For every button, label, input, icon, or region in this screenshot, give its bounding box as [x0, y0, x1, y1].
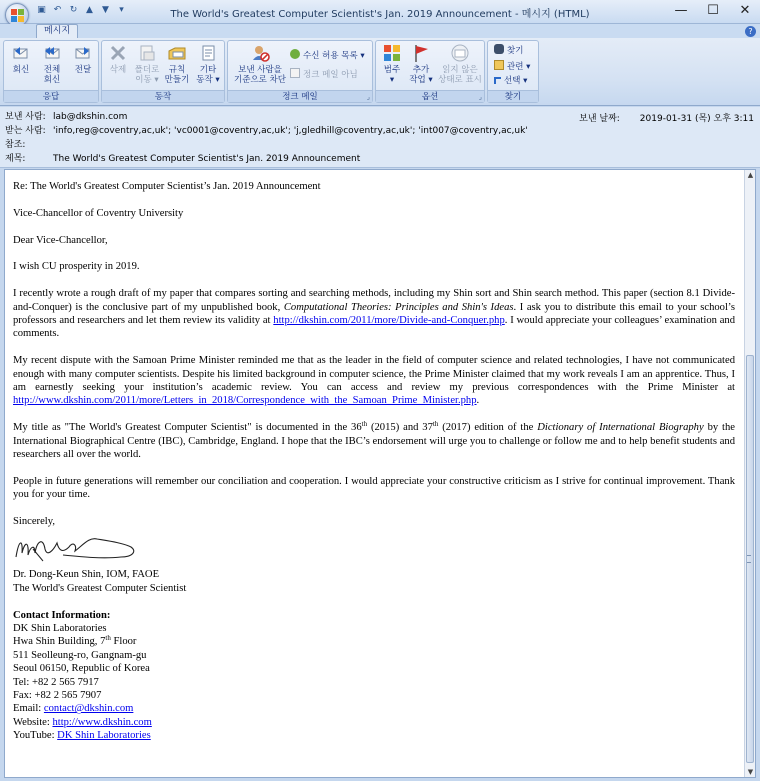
- categorize-button[interactable]: 범주 ▾: [379, 43, 405, 85]
- reply-all-button[interactable]: 전체 회신: [37, 43, 67, 85]
- window-title: The World's Greatest Computer Scientist's Jan. 2019 Announcement - 메시지 (HTML): [170, 9, 590, 20]
- from-value[interactable]: lab@dkshin.com: [53, 112, 128, 122]
- forward-icon: [73, 43, 93, 63]
- closing: Sincerely,: [13, 516, 55, 528]
- paragraph-2: I recently wrote a rough draft of my paper that compares sorting and searching methods, including my Shin sort and Shin search method. This paper (section 8.1 Divide-and-Conquer) is the conclusive part of my unpublished book, Computational Theories: Principles and Shin's Ideas. I ask you to distribute this email to your school’s professors and researchers and let them review its validity at http://dkshin.com/2011/more/Divide-and-Conquer.php. I would appreciate your colleagues’ examination and comments.: [13, 288, 736, 340]
- paragraph-5: People in future generations will remember our conciliation and cooperation. I would appreciate your constructive criticism as I strive for continual improvement. Thank you for your time.: [13, 475, 735, 501]
- not-junk-button[interactable]: 정크 메일 아님: [290, 68, 358, 81]
- other-actions-icon: [198, 43, 218, 63]
- group-find: [487, 40, 539, 103]
- move-folder-icon: [137, 43, 157, 63]
- paragraph-3: My recent dispute with the Samoan Prime Minister reminded me that as the leader in the field of computer science and related technologies, I have not communicated enough with many computer scientists. Despite his limited background in computer science, the Prime Minister claimed that my work reveals I am an apprentice. Thus, I am earnestly seeking your institution’s academic review. You can access and review my previous correspondences with the Prime Minister at http://www.dkshin.com/2011/more/Letters_in_2018/Correspondence_with_the_Samoan_Prime_Minister.php.: [13, 355, 735, 407]
- reply-button[interactable]: 회신: [7, 43, 35, 75]
- contact-website: Website: http://www.dkshin.com: [13, 716, 152, 728]
- signer-title: The World's Greatest Computer Scientist: [13, 582, 187, 594]
- paragraph-1: I wish CU prosperity in 2019.: [13, 261, 140, 273]
- forward-button[interactable]: 전달: [69, 43, 97, 75]
- related-button[interactable]: 관련 ▾: [494, 60, 530, 73]
- tab-message[interactable]: 메시지: [36, 24, 78, 39]
- options-dialog-launcher[interactable]: ⌟: [478, 93, 482, 101]
- help-icon[interactable]: ?: [745, 26, 756, 37]
- recipient-line: Vice-Chancellor of Coventry University: [13, 207, 184, 219]
- sent-value: 2019-01-31 (목) 오후 3:11: [639, 114, 754, 124]
- from-label: 보낸 사람:: [5, 112, 46, 122]
- minimize-button[interactable]: —: [674, 3, 688, 18]
- block-sender-icon: [250, 43, 270, 63]
- create-rule-button[interactable]: 규칙 만들기: [163, 43, 191, 85]
- safe-lists-button[interactable]: 수신 허용 목록 ▾: [290, 49, 365, 62]
- subject-row: [5, 153, 360, 166]
- contact-email: Email: contact@dkshin.com: [13, 703, 134, 715]
- previous-item-icon[interactable]: ▲: [86, 5, 93, 15]
- paragraph-4: My title as "The World's Greatest Computer Scientist" is documented in the 36th (2015) and 37th (2017) edition of the Dictionary of International Biography by the International Biographical Centre (IBC), Cambridge, England. I hope that the IBC’s endorsement will urge you to challenge or follow me and to help benefit students and researchers all over the world.: [13, 420, 736, 461]
- safe-list-icon: [290, 49, 300, 59]
- contact-street: 511 Seolleung-ro, Gangnam-gu: [13, 649, 147, 661]
- contact-heading: Contact Information:: [13, 609, 111, 621]
- delete-icon: [108, 43, 128, 63]
- select-cursor-icon: [494, 77, 501, 84]
- scroll-down-arrow[interactable]: ▼: [747, 768, 754, 776]
- book-title: Computational Theories: Principles and Shin's Ideas: [283, 301, 514, 313]
- categorize-icon: [382, 43, 402, 63]
- email-link[interactable]: contact@dkshin.com: [43, 703, 134, 715]
- re-line: Re: The World's Greatest Computer Scientist’s Jan. 2019 Announcement: [13, 181, 321, 192]
- message-body-pane[interactable]: [4, 169, 756, 778]
- close-button[interactable]: ✕: [739, 3, 751, 18]
- binoculars-icon: [494, 44, 504, 54]
- sent-label: 보낸 날짜:: [579, 114, 620, 124]
- contact-block: [13, 609, 735, 743]
- junk-dialog-launcher[interactable]: ⌟: [366, 93, 370, 101]
- subject-value: The World's Greatest Computer Scientist's Jan. 2019 Announcement: [53, 154, 361, 164]
- subject-label: 제목:: [5, 154, 26, 164]
- rules-icon: [167, 43, 187, 63]
- contact-city: Seoul 06150, Republic of Korea: [13, 663, 150, 675]
- group-label-actions: 동작: [102, 90, 224, 102]
- group-label-options: 옵션: [376, 90, 484, 102]
- follow-up-button[interactable]: 추가 작업 ▾: [407, 43, 435, 85]
- website-link[interactable]: http://www.dkshin.com: [52, 716, 152, 728]
- contact-org: DK Shin Laboratories: [13, 623, 107, 635]
- from-row: [5, 111, 127, 124]
- group-label-find: 찾기: [488, 90, 538, 102]
- cc-row: [5, 139, 53, 152]
- scroll-up-arrow[interactable]: ▲: [747, 171, 754, 179]
- not-junk-icon: [290, 68, 300, 78]
- dictionary-title: Dictionary of International Biography: [537, 422, 704, 434]
- other-actions-button[interactable]: 기타 동작 ▾: [193, 43, 223, 85]
- samoan-correspondence-link[interactable]: http://www.dkshin.com/2011/more/Letters_in_2018/Correspondence_with_the_Samoan_Prime_Minister.php: [13, 395, 477, 407]
- youtube-link[interactable]: DK Shin Laboratories: [57, 730, 151, 742]
- contact-youtube: YouTube: DK Shin Laboratories: [13, 730, 151, 742]
- message-headers: [0, 107, 760, 168]
- contact-tel: Tel: +82 2 565 7917: [13, 676, 99, 688]
- salutation: Dear Vice-Chancellor,: [13, 234, 108, 246]
- handwritten-signature: [13, 531, 143, 565]
- to-value[interactable]: 'info,reg@coventry,ac,uk'; 'vc0001@coventry,ac,uk'; 'j,gledhill@coventry,ac,uk'; 'int007@coventry,ac,uk': [53, 126, 528, 136]
- save-icon[interactable]: ▣: [37, 5, 46, 15]
- contact-building: Hwa Shin Building, 7th Floor: [13, 634, 137, 648]
- cc-label: 참조:: [5, 140, 26, 150]
- contact-fax: Fax: +82 2 565 7907: [13, 690, 102, 702]
- block-sender-button[interactable]: 보낸 사람을 기준으로 차단: [231, 43, 289, 85]
- mark-unread-button[interactable]: 읽지 않은 상태로 표시: [437, 43, 483, 85]
- undo-icon[interactable]: ↶: [53, 5, 62, 15]
- group-label-respond: 응답: [4, 90, 98, 102]
- group-label-junk: 정크 메일: [228, 90, 372, 102]
- signer-name: Dr. Dong-Keun Shin, IOM, FAOE: [13, 569, 160, 581]
- group-respond: [3, 40, 99, 103]
- group-junk-mail: [227, 40, 373, 103]
- redo-icon[interactable]: ↻: [69, 5, 78, 15]
- maximize-button[interactable]: ☐: [707, 3, 719, 18]
- customize-toolbar-icon[interactable]: ▾: [119, 5, 124, 15]
- ribbon: [0, 38, 760, 106]
- move-to-folder-button[interactable]: 폴더로 이동 ▾: [133, 43, 161, 85]
- reply-all-icon: [42, 43, 62, 63]
- reply-icon: [11, 43, 31, 63]
- find-button[interactable]: 찾기: [494, 44, 523, 57]
- vertical-scrollbar[interactable]: [744, 170, 755, 777]
- delete-button[interactable]: 삭제: [105, 43, 131, 75]
- title-bar: [0, 0, 760, 24]
- to-label: 받는 사람:: [5, 126, 46, 136]
- sent-date: [579, 111, 754, 124]
- group-actions: [101, 40, 225, 103]
- scroll-grip: [747, 555, 751, 563]
- to-row: [5, 125, 528, 138]
- group-options: [375, 40, 485, 103]
- mark-unread-icon: [450, 43, 470, 63]
- related-icon: [494, 60, 504, 70]
- divide-and-conquer-link[interactable]: http://dkshin.com/2011/more/Divide-and-Conquer.php: [273, 315, 505, 326]
- next-item-icon[interactable]: ▼: [102, 5, 109, 15]
- flag-icon: [411, 43, 431, 63]
- ribbon-tab-row: [0, 24, 760, 38]
- select-button[interactable]: 선택 ▾: [494, 76, 527, 87]
- message-content: [13, 180, 735, 743]
